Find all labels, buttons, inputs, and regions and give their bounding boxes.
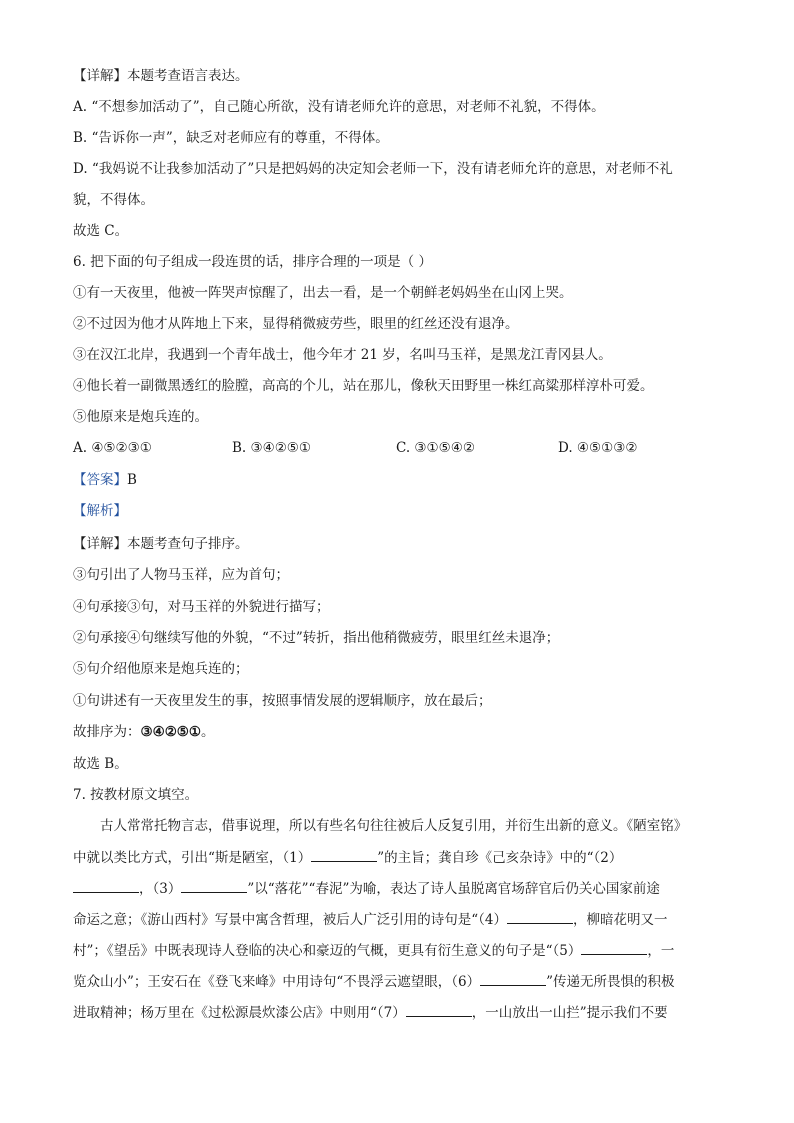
blank-7[interactable] — [406, 1002, 472, 1017]
order-value: ③④②⑤① — [140, 724, 202, 740]
q5-detail-line — [73, 66, 249, 86]
q7-line-1: 古人常常托物言志，借事说理，所以有些名句往往被后人反复引用，并衍生出新的意义。《陋室铭》 — [100, 818, 688, 834]
blank-5[interactable] — [581, 940, 647, 955]
q7-line-6: 览众山小”；王安石在《登飞来峰》中用诗句“不畏浮云遮望眼，（6） ”传递无所畏惧的积极 — [73, 971, 675, 992]
q7-line-4: 命运之意；《游山西村》写景中寓含哲理，被后人广泛引用的诗句是“（4） ，柳暗花明又一 — [73, 909, 668, 930]
order-end: 。 — [201, 724, 215, 740]
q6-sentence-3: ③在汉江北岸，我遇到一个青年战士，他今年才 21 岁，名叫马玉祥，是黑龙江青冈县人。 — [73, 347, 612, 363]
blank-3[interactable] — [181, 878, 247, 893]
answer-value: B — [127, 472, 137, 488]
q6-detail-line — [73, 534, 249, 554]
answer-tag: 【答案】 — [73, 472, 127, 488]
q5-analysis-d-line1: D. “我妈说不让我参加活动了”只是把妈妈的决定知会老师一下，没有请老师允许的意思，对老师不礼 — [73, 161, 673, 177]
q7-line-2: 中就以类比方式，引出“斯是陋室，（1） ”的主旨；龚自珍《己亥杂诗》中的“（2） — [73, 847, 622, 868]
q6-option-c: C. ③①⑤④② — [396, 440, 475, 456]
blank-6[interactable] — [480, 971, 546, 986]
q6-option-b: B. ③④②⑤① — [232, 440, 312, 456]
q6-explain-4: ⑤句介绍他原来是炮兵连的； — [73, 661, 249, 677]
q6-option-a: A. ④⑤②③① — [73, 440, 152, 456]
q6-order-line — [73, 722, 215, 742]
q5-analysis-a: A. “不想参加活动了”，自己随心所欲，没有请老师允许的意思，对老师不礼貌，不得体。 — [73, 99, 605, 115]
detail-tag: 【详解】 — [73, 68, 127, 84]
analysis-tag: 【解析】 — [73, 503, 127, 519]
blank-1[interactable] — [311, 847, 377, 862]
blank-4[interactable] — [507, 909, 573, 924]
q6-sentence-5: ⑤他原来是炮兵连的。 — [73, 409, 208, 425]
q7-line-5: 村”；《望岳》中既表现诗人登临的决心和豪迈的气概，更具有衍生意义的句子是“（5） ，一 — [73, 940, 674, 961]
detail-tag: 【详解】 — [73, 536, 127, 552]
q6-sentence-1: ①有一天夜里，他被一阵哭声惊醒了，出去一看，是一个朝鲜老妈妈坐在山冈上哭。 — [73, 285, 573, 301]
q6-analysis-tag — [73, 501, 127, 521]
q6-explain-5: ①句讲述有一天夜里发生的事，按照事情发展的逻辑顺序，放在最后； — [73, 693, 492, 709]
q6-option-d: D. ④⑤①③② — [558, 440, 638, 456]
q6-explain-3: ②句承接④句继续写他的外貌，“不过”转折，指出他稍微疲劳，眼里红丝未退净； — [73, 630, 560, 646]
q6-sentence-2: ②不过因为他才从阵地上下来，显得稍微疲劳些，眼里的红丝还没有退净。 — [73, 316, 519, 332]
q6-conclusion: 故选 B。 — [73, 756, 128, 772]
order-label: 故排序为： — [73, 724, 141, 740]
q6-stem: 6. 把下面的句子组成一段连贯的话，排序合理的一项是（ ） — [73, 254, 432, 270]
q5-analysis-d-line2: 貌，不得体。 — [73, 192, 154, 208]
q7-line-7: 进取精神；杨万里在《过松源晨炊漆公店》中则用“（7） ，一山放出一山拦”提示我们不要 — [73, 1002, 668, 1023]
detail-text: 本题考查语言表达。 — [127, 68, 249, 84]
detail-text: 本题考查句子排序。 — [127, 536, 249, 552]
q6-explain-1: ③句引出了人物马玉祥，应为首句； — [73, 567, 289, 583]
q6-options — [73, 438, 733, 458]
q5-conclusion: 故选 C。 — [73, 223, 129, 239]
q7-line-3: ，（3） ”以“落花”“春泥”为喻，表达了诗人虽脱离官场辞官后仍关心国家前途 — [73, 878, 660, 899]
q6-explain-2: ④句承接③句，对马玉祥的外貌进行描写； — [73, 599, 330, 615]
q6-sentence-4: ④他长着一副微黑透红的脸膛，高高的个儿，站在那儿，像秋天田野里一株红高粱那样淳朴可爱。 — [73, 378, 654, 394]
q5-analysis-b: B. “告诉你一声”，缺乏对老师应有的尊重，不得体。 — [73, 130, 389, 146]
q6-answer-line — [73, 470, 137, 490]
q7-stem: 7. 按教材原文填空。 — [73, 787, 199, 803]
blank-2[interactable] — [73, 878, 139, 893]
